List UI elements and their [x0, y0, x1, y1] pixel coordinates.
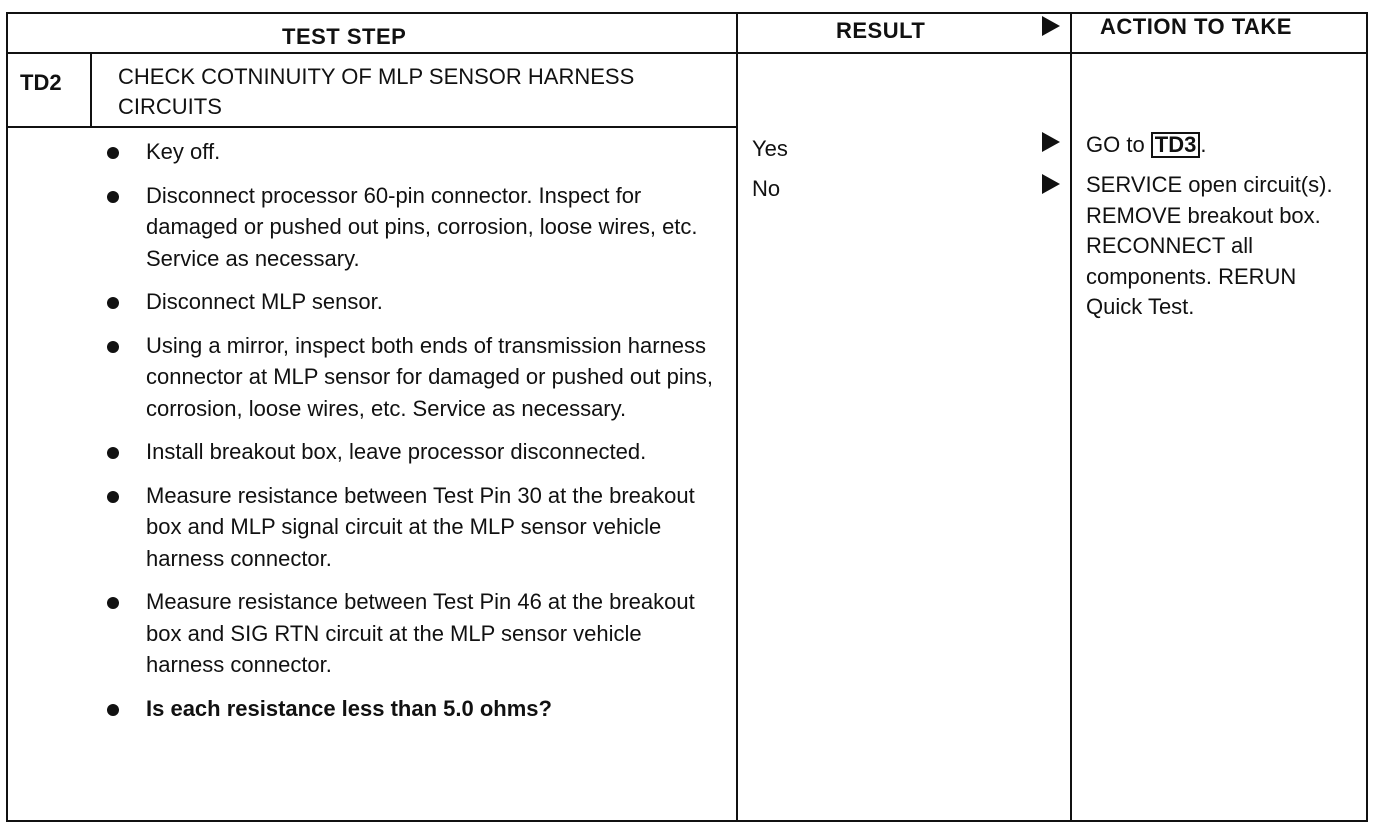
- result-yes-arrow-icon: [1042, 132, 1060, 152]
- bullet-icon: [107, 191, 119, 203]
- result-no-arrow-icon: [1042, 174, 1060, 194]
- step-id-divider: [90, 54, 92, 128]
- column-divider-action: [1070, 12, 1072, 822]
- test-step-text: Is each resistance less than 5.0 ohms?: [146, 695, 552, 721]
- table-bottom-border: [6, 820, 1368, 822]
- test-step-item: [100, 136, 720, 168]
- bullet-icon: [107, 341, 119, 353]
- test-step-item: [100, 436, 720, 468]
- column-divider-result: [736, 12, 738, 822]
- test-step-item: [100, 330, 720, 425]
- action-yes-suffix: .: [1200, 132, 1207, 157]
- test-step-text: Measure resistance between Test Pin 46 at the breakout box and SIG RTN circuit at the MLP sensor vehicle harness connector.: [146, 589, 695, 677]
- test-step-text: Disconnect processor 60-pin connector. Inspect for damaged or pushed out pins, corrosion, loose wires, etc. Service as necessary.: [146, 182, 698, 271]
- test-step-text: Key off.: [146, 139, 221, 164]
- header-action: ACTION TO TAKE: [1100, 14, 1292, 39]
- bullet-icon: [107, 297, 119, 309]
- header-test-step: TEST STEP: [282, 24, 407, 49]
- action-no: SERVICE open circuit(s). REMOVE breakout box. RECONNECT all components. RERUN Quick Test.: [1086, 172, 1333, 319]
- test-step-text: Measure resistance between Test Pin 30 at the breakout box and MLP signal circuit at the MLP sensor vehicle harness connector.: [146, 482, 695, 571]
- bullet-icon: [107, 491, 119, 503]
- table-left-border: [6, 12, 8, 822]
- bullet-icon: [107, 447, 119, 459]
- bullet-icon: [107, 704, 119, 716]
- test-step-item: [100, 180, 720, 275]
- step-title: CHECK COTNINUITY OF MLP SENSOR HARNESS CIRCUITS: [118, 64, 635, 119]
- table-right-border: [1366, 12, 1368, 822]
- result-yes: Yes: [752, 136, 788, 161]
- test-step-list: [100, 136, 720, 736]
- bullet-icon: [107, 147, 119, 159]
- bullet-icon: [107, 597, 119, 609]
- test-step-text: Install breakout box, leave processor disconnected.: [146, 439, 647, 464]
- header-arrow-icon: [1042, 16, 1060, 36]
- step-title-divider: [6, 126, 736, 128]
- test-step-item: [100, 586, 720, 681]
- test-step-text: Using a mirror, inspect both ends of transmission harness connector at MLP sensor for damaged or pushed out pins, corrosion, loose wires, etc. Service as necessary.: [146, 332, 714, 421]
- test-step-question: [100, 693, 720, 725]
- step-id: TD2: [20, 70, 62, 95]
- test-step-item: [100, 286, 720, 318]
- header-divider: [6, 52, 1368, 54]
- header-result: RESULT: [836, 18, 926, 43]
- action-yes: [1086, 130, 1346, 161]
- action-yes-prefix: GO to: [1086, 132, 1151, 157]
- test-step-item: [100, 480, 720, 575]
- test-step-text: Disconnect MLP sensor.: [146, 289, 383, 314]
- step-reference-link[interactable]: TD3: [1151, 132, 1201, 158]
- result-no: No: [752, 176, 781, 201]
